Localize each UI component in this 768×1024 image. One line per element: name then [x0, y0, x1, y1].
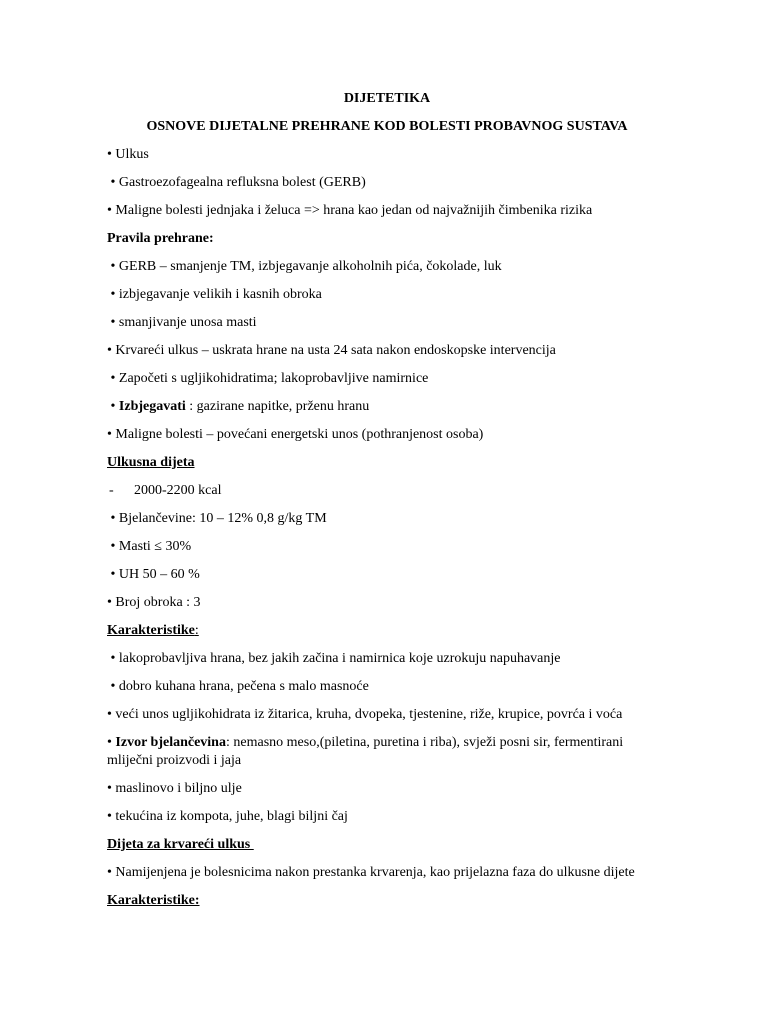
list-item: • Maligne bolesti jednjaka i želuca => hrana kao jedan od najvažnijih čimbenika rizika	[107, 203, 593, 218]
list-item: • Maligne bolesti – povećani energetski unos (pothranjenost osoba)	[107, 427, 484, 442]
list-item: • Gastroezofagealna refluksna bolest (GERB)	[107, 175, 366, 190]
section-heading-ulkusna-dijeta: Ulkusna dijeta	[107, 455, 195, 470]
list-item: • GERB – smanjenje TM, izbjegavanje alkoholnih pića, čokolade, luk	[107, 259, 502, 274]
list-item: • Započeti s ugljikohidratima; lakoprobavljive namirnice	[107, 371, 429, 386]
document-title: DIJETETIKA	[343, 91, 431, 106]
section-heading-krvareci-ulkus: Dijeta za krvareći ulkus	[107, 837, 254, 852]
list-item: • maslinovo i biljno ulje	[107, 781, 242, 796]
list-item: • dobro kuhana hrana, pečena s malo masnoće	[107, 679, 369, 694]
list-item: • Ulkus	[107, 147, 149, 162]
list-item-izvor-bjelancevina: • Izvor bjelančevina: nemasno meso,(piletina, puretina i riba), svježi posni sir, fermentirani mliječni proizvodi i jaja	[107, 735, 624, 768]
section-heading-karakteristike: Karakteristike:	[107, 623, 199, 638]
list-item: • Masti ≤ 30%	[107, 539, 192, 554]
list-item: • Krvareći ulkus – uskrata hrane na usta 24 sata nakon endoskopske intervencija	[107, 343, 556, 358]
list-item: • izbjegavanje velikih i kasnih obroka	[107, 287, 322, 302]
list-item: • Bjelančevine: 10 – 12% 0,8 g/kg TM	[107, 511, 327, 526]
document-subtitle: OSNOVE DIJETALNE PREHRANE KOD BOLESTI PROBAVNOG SUSTAVA	[146, 119, 628, 134]
list-item: • UH 50 – 60 %	[107, 567, 200, 582]
list-item: • smanjivanje unosa masti	[107, 315, 257, 330]
document-page	[107, 90, 667, 920]
section-heading-pravila: Pravila prehrane:	[107, 231, 214, 246]
list-item: • veći unos ugljikohidrata iz žitarica, kruha, dvopeka, tjestenine, riže, krupice, povrća i voća	[107, 707, 623, 722]
list-item: • Broj obroka : 3	[107, 595, 201, 610]
list-item: • Namijenjena je bolesnicima nakon prestanka krvarenja, kao prijelazna faza do ulkusne dijete	[107, 865, 635, 880]
list-item-kcal: - 2000-2200 kcal	[109, 483, 222, 498]
list-item-izbjegavati: • Izbjegavati : gazirane napitke, prženu hranu	[107, 399, 370, 414]
list-item: • tekućina iz kompota, juhe, blagi biljni čaj	[107, 809, 348, 824]
section-heading-karakteristike-2: Karakteristike:	[107, 893, 200, 908]
list-item: • lakoprobavljiva hrana, bez jakih začina i namirnica koje uzrokuju napuhavanje	[107, 651, 561, 666]
